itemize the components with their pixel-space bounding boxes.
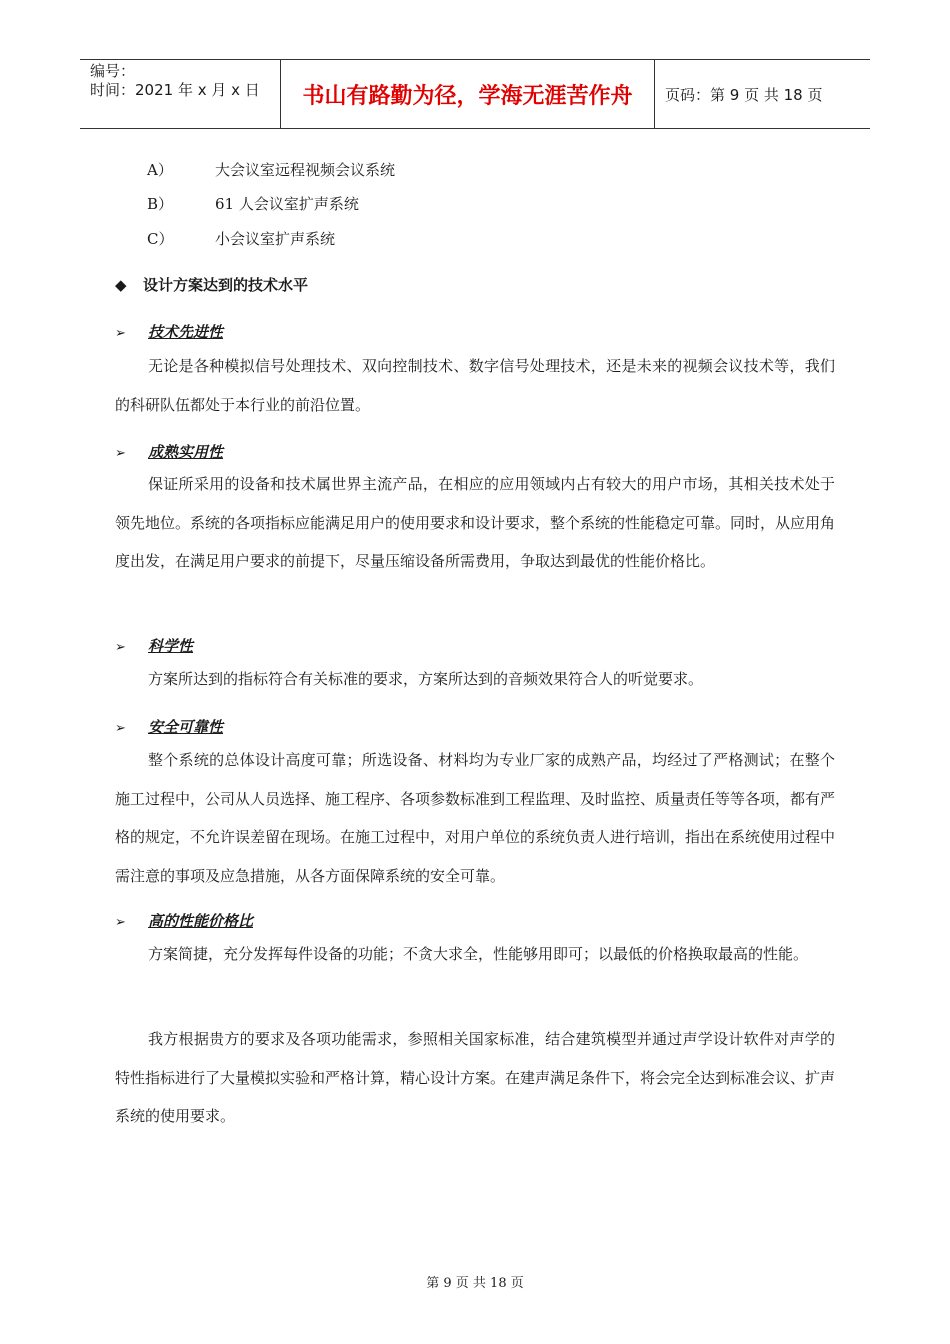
list-item-text: 61 人会议室扩声系统 [215, 195, 359, 213]
document-time-label: 时间：2021 年 x 月 x 日 [90, 81, 260, 99]
list-item-text: 小会议室扩声系统 [215, 230, 336, 248]
subsection-title: 高的性能价格比 [148, 912, 254, 930]
subsection-heading [115, 441, 223, 462]
list-item [147, 193, 359, 214]
section-title: 设计方案达到的技术水平 [143, 276, 309, 294]
arrow-bullet-icon: ➢ [115, 640, 126, 655]
list-item [147, 228, 335, 249]
subsection-body: 方案所达到的指标符合有关标准的要求，方案所达到的音频效果符合人的听觉要求。 [148, 670, 704, 688]
subsection-heading [115, 716, 223, 737]
header-motto: 书山有路勤为径，学海无涯苦作舟 [281, 60, 655, 128]
list-item-key: B） [147, 195, 174, 213]
header-page-number: 页码：第 9 页 共 18 页 [665, 85, 823, 104]
arrow-bullet-icon: ➢ [115, 721, 126, 736]
closing-paragraph: 我方根据贵方的要求及各项功能需求，参照相关国家标准，结合建筑模型并通过声学设计软件对声学的特性指标进行了大量模拟实验和严格计算，精心设计方案。在建声满足条件下，将会完全达到标准会议、扩声系统的使用要求。 [115, 1030, 836, 1125]
subsection-body: 保证所采用的设备和技术属世界主流产品，在相应的应用领域内占有较大的用户市场，其相关技术处于领先地位。系统的各项指标应能满足用户的使用要求和设计要求，整个系统的性能稳定可靠。同时，从应用角度出发，在满足用户要求的前提下，尽量压缩设备所需费用，争取达到最优的性能价格比。 [115, 475, 836, 570]
subsection-heading [115, 635, 193, 656]
list-item-key: A） [147, 161, 173, 179]
header-meta [80, 60, 281, 128]
subsection-title: 安全可靠性 [148, 718, 224, 736]
arrow-bullet-icon: ➢ [115, 915, 126, 930]
page-footer: 第 9 页 共 18 页 [426, 1276, 524, 1291]
subsection-body: 整个系统的总体设计高度可靠；所选设备、材料均为专业厂家的成熟产品，均经过了严格测试；在整个施工过程中，公司从人员选择、施工程序、各项参数标准到工程监理、及时监控、质量责任等等各项，都有严格的规定，不允许误差留在现场。在施工过程中，对用户单位的系统负责人进行培训，指出在系统使用过程中需注意的事项及应急措施，从各方面保障系统的安全可靠。 [115, 751, 836, 885]
list-item-text: 大会议室远程视频会议系统 [215, 161, 396, 179]
arrow-bullet-icon: ➢ [115, 326, 126, 341]
list-item-key: C） [147, 230, 174, 248]
subsection-body: 方案简捷，充分发挥每件设备的功能；不贪大求全，性能够用即可；以最低的价格换取最高的性能。 [148, 945, 809, 963]
subsection-heading [115, 321, 223, 342]
subsection-title: 成熟实用性 [148, 443, 224, 461]
subsection-title: 科学性 [148, 637, 194, 655]
subsection-title: 技术先进性 [148, 323, 224, 341]
page-header [80, 59, 870, 129]
list-item [147, 159, 395, 180]
document-number-label: 编号： [90, 62, 136, 80]
subsection-heading [115, 910, 253, 931]
subsection-body: 无论是各种模拟信号处理技术、双向控制技术、数字信号处理技术，还是未来的视频会议技术等，我们的科研队伍都处于本行业的前沿位置。 [115, 357, 835, 414]
section-heading [115, 274, 308, 295]
diamond-bullet-icon: ◆ [115, 276, 127, 294]
arrow-bullet-icon: ➢ [115, 446, 126, 461]
